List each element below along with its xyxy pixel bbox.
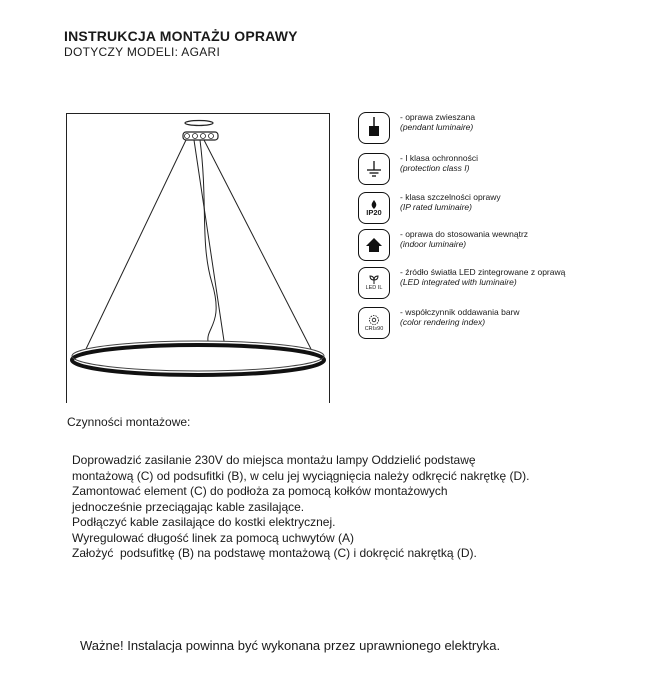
legend-text-en: (LED integrated with luminaire)	[400, 277, 517, 287]
assembly-section-label: Czynności montażowe:	[67, 415, 191, 429]
instruction-line: Doprowadzić zasilanie 230V do miejsca montażu lampy Oddzielić podstawę	[72, 453, 476, 467]
ceiling-canopy	[183, 121, 218, 141]
legend-text-pl: - współczynnik oddawania barw	[400, 307, 520, 317]
indoor-icon	[358, 229, 390, 261]
legend-text-en: (color rendering index)	[400, 317, 486, 327]
ip-rating-icon	[358, 192, 390, 224]
cri-label: CRI≥90	[364, 325, 384, 332]
instruction-line: Zamontować element (C) do podłoża za pomocą kołków montażowych	[72, 484, 448, 498]
legend-text-en: (indoor luminaire)	[400, 239, 467, 249]
legend-text-pl: - źródło światła LED zintegrowane z oprawą	[400, 267, 566, 277]
cri-icon	[358, 307, 390, 339]
instruction-line: Wyregulować długość linek za pomocą uchwytów (A)	[72, 530, 355, 545]
instruction-line: Podłączyć kable zasilające do kostki elektrycznej.	[72, 515, 336, 529]
ground-icon	[358, 153, 390, 185]
instruction-line: Założyć podsufitkę (B) na podstawę montażową (C) i dokręcić nakrętką (D).	[72, 546, 477, 560]
model-subtitle: DOTYCZY MODELI: AGARI	[64, 45, 221, 59]
legend-text-pl: - oprawa zwieszana	[400, 112, 476, 122]
legend-text-pl: - oprawa do stosowania wewnątrz	[400, 229, 529, 239]
legend-text-en: (pendant luminaire)	[400, 122, 474, 132]
led-label: LED IL	[365, 284, 383, 291]
document-title: INSTRUKCJA MONTAŻU OPRAWY	[64, 28, 298, 44]
instruction-line: jednocześnie przeciągając kable zasilające.	[72, 499, 305, 514]
electrician-warning: Ważne! Instalacja powinna być wykonana przez uprawnionego elektryka.	[80, 638, 501, 653]
lamp-illustration	[66, 113, 328, 402]
legend-text-en: (protection class I)	[400, 163, 470, 173]
ring-luminaire	[72, 341, 324, 375]
led-icon	[358, 267, 390, 299]
instruction-line: montażową (C) od podsufitki (B), w celu jej wyciągnięcia należy odkręcić nakrętkę (D).	[72, 468, 530, 483]
ip-rating-label: IP20	[366, 207, 382, 217]
legend-text-pl: - klasa szczelności oprawy	[400, 192, 501, 202]
legend-text-pl: - I klasa ochronności	[400, 153, 478, 163]
legend-text-en: (IP rated luminaire)	[400, 202, 472, 212]
assembly-instructions	[72, 453, 612, 562]
suspension-wires	[86, 140, 311, 349]
pendant-icon	[358, 112, 390, 144]
